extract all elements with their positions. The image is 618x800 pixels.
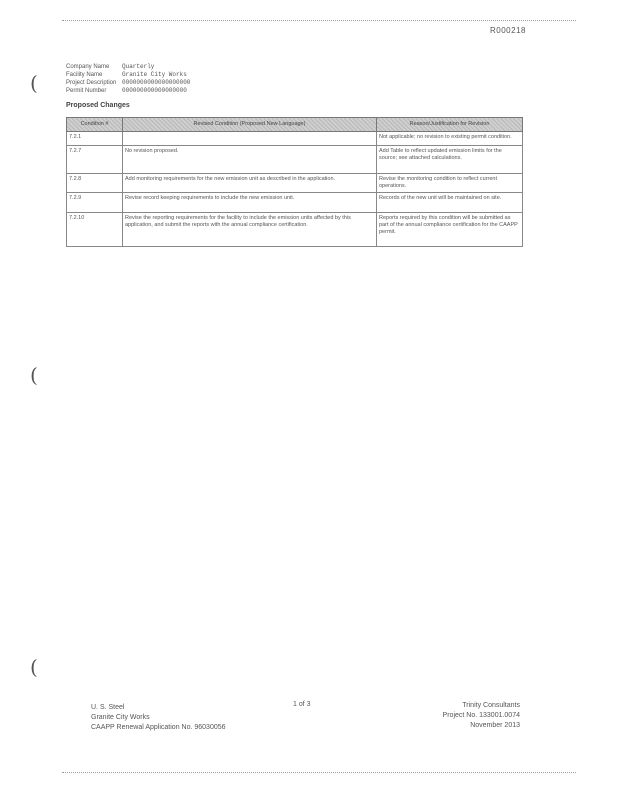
footer-project-number: Project No. 133001.0074 [442,712,520,719]
reason-cell: Add Table to reflect updated emission limits for the source; see attached calculations. [377,146,523,174]
footer-right-block [428,701,520,731]
column-header-condition: Condition # [67,118,123,132]
revision-cell: Add monitoring requirements for the new emission unit as described in the application. [123,174,377,193]
bottom-scan-border [62,772,576,773]
hole-punch-mark-bottom: ( [30,655,38,679]
table-row [67,174,523,193]
proposed-changes-table [66,117,523,247]
footer-company: U. S. Steel [91,704,125,711]
revision-cell: Revise the reporting requirements for the facility to include the emission units affected by this application, and submit the reports with the annual compliance certification. [123,213,377,247]
meta-label: Facility Name [66,72,103,78]
condition-cell: 7.2.9 [67,193,123,213]
hole-punch-mark-middle: ( [30,363,38,387]
table-row [67,132,523,146]
meta-label: Company Name [66,64,110,70]
hole-punch-mark-top: ( [30,71,38,95]
meta-value: Granite City Works [122,71,187,78]
section-title: Proposed Changes [66,102,130,109]
meta-label: Permit Number [66,88,107,94]
meta-row-facility [66,71,190,79]
table-row [67,193,523,213]
footer-left-block [91,703,226,733]
footer-facility: Granite City Works [91,714,150,721]
column-header-revision: Revised Condition (Proposed New Language) [123,118,377,132]
condition-cell: 7.2.7 [67,146,123,174]
footer-date: November 2013 [470,722,520,729]
reason-cell: Reports required by this condition will be submitted as part of the annual compliance certification for the CAAPP permit. [377,213,523,247]
permit-info-block [66,63,190,95]
top-scan-border [62,20,576,21]
revision-cell: No revision proposed. [123,146,377,174]
meta-value: 0000000000000000000 [122,79,191,86]
page-number: 1 of 3 [293,701,311,708]
footer-application: CAAPP Renewal Application No. 96030056 [91,724,226,731]
revision-cell: Revise record keeping requirements to include the new emission unit. [123,193,377,213]
table-row [67,213,523,247]
reason-cell: Records of the new unit will be maintained on site. [377,193,523,213]
meta-value: Quarterly [122,63,155,70]
meta-row-permit [66,87,190,95]
page-code: R000218 [490,26,526,35]
condition-cell: 7.2.10 [67,213,123,247]
meta-label: Project Description [66,80,117,86]
meta-row-project [66,79,190,87]
table-row [67,146,523,174]
meta-value: 000000000000000000 [122,87,187,94]
reason-cell: Not applicable; no revision to existing permit condition. [377,132,523,146]
condition-cell: 7.2.1 [67,132,123,146]
reason-cell: Revise the monitoring condition to reflect current operations. [377,174,523,193]
revision-cell [123,132,377,146]
condition-cell: 7.2.8 [67,174,123,193]
table-header-row [67,118,523,132]
meta-row-company [66,63,190,71]
column-header-reason: Reason/Justification for Revision [377,118,523,132]
footer-consultant: Trinity Consultants [462,702,520,709]
